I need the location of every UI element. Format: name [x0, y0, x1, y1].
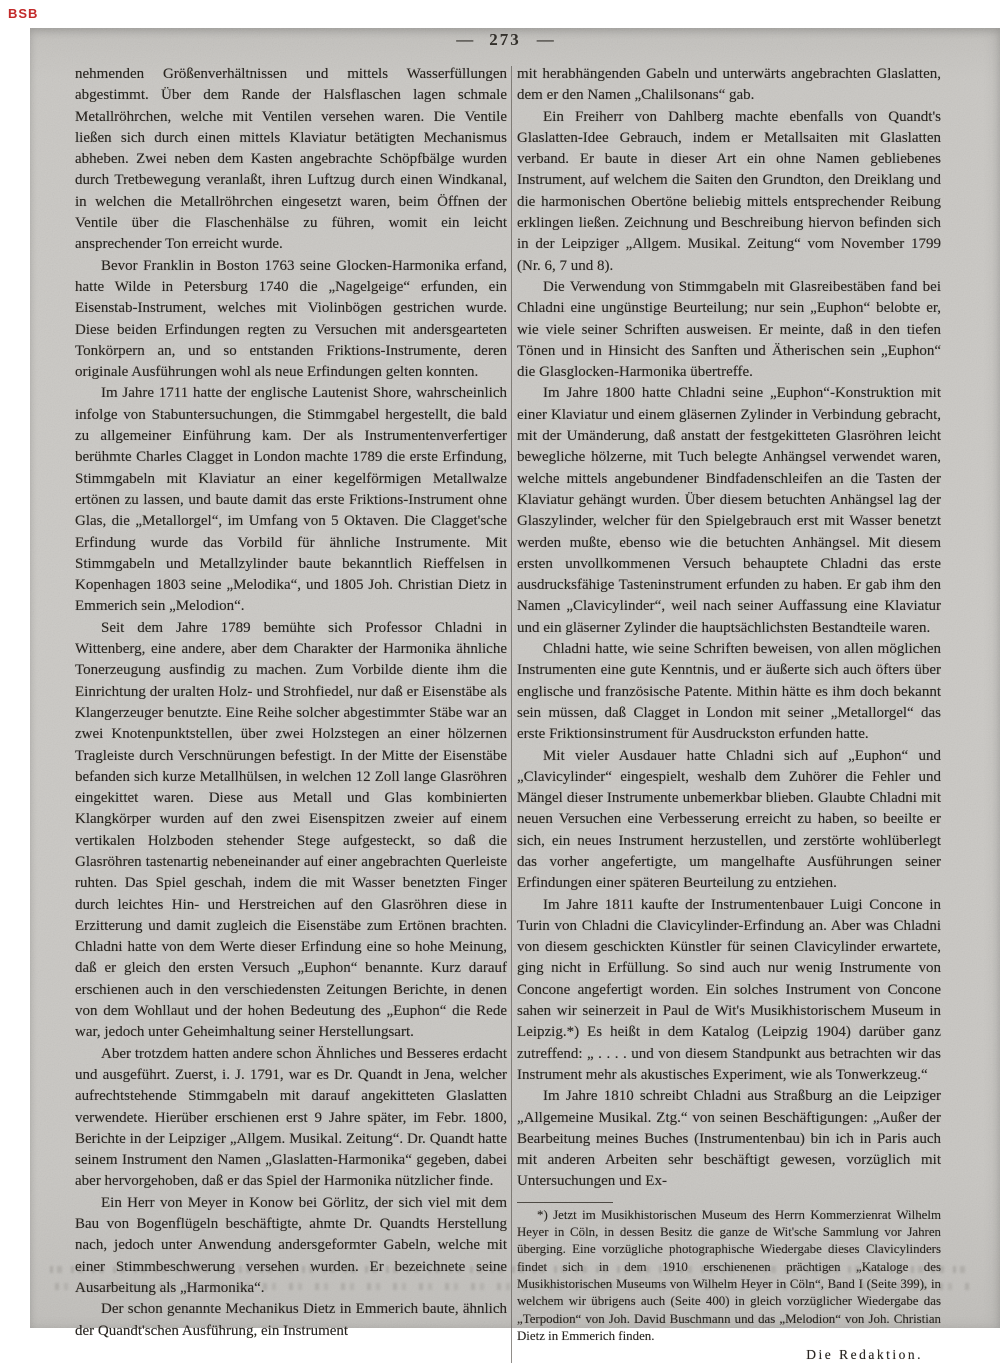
header-dash-left: —	[456, 30, 474, 49]
paragraph: Seit dem Jahre 1789 bemühte sich Professor Chladni in Wittenberg, eine andere, aber dem Charakter der Harmonika ähnliche Tonerzeugung ausfindig zu machen. Zum Vorbilde diente ihm die Einrichtung der uralten Holz- und Strohfiedel, nur daß er Eisenstäbe als Klangerzeuger benutzte. Eine Reihe solcher abgestimmter Stäbe war an zwei Knotenpunktstellen, über zwei Holzstegen an einer hölzernen Tragleiste durch Verschnürungen befestigt. In der Mitte der Eisenstäbe befanden sich kurze Metallhülsen, in welchen 12 Zoll lange Glasröhren eingekittet waren. Diese aus Metall und Glas kombinierten Klangkörper wurden auf den zwei Eisenspitzen zweier auf einem vertikalen Holzboden stehender Stege aufgesteckt, so daß die Glasröhren tastenartig nebeneinander auf einer angebrachten Querleiste ruhten. Das Spiel geschah, indem die mit Wasser benetzten Finger durch leichtes Hin- und Herstreichen auf den Glasröhren diese in Erzitterung und damit zugleich die Eisenstäbe zum Ertönen brachten. Chladni hatte von dem Werte dieser Erfindung eine so hohe Meinung, daß er gleich den ersten Versuch „Euphon“ benannte. Kurz darauf erschienen auch in den verschiedensten Zeitungen Berichte, in denen von dem Wohllaut und der hohen Bedeutung des „Euphon“ die Rede war, jedoch unter Geheimhaltung seiner Herstellungsart.	[75, 619, 507, 1041]
library-watermark: BSB	[8, 6, 39, 21]
right-column	[517, 64, 941, 1363]
left-column	[75, 64, 507, 1363]
paragraph: Aber trotzdem hatten andere schon Ähnliches und Besseres erdacht und ausgeführt. Zuerst, i. J. 1791, war es Dr. Quandt in Jena, welcher aufrechtstehende Stimmgabeln mit darauf angekitteten Glaslatten verwendete. Hierüber erschienen erst 9 Jahre später, im Febr. 1800, Berichte in der Leipziger „Allgem. Musikal. Zeitung“. Dr. Quandt hatte seinem Instrument den Namen „Glaslatten-Harmonika“ gegeben, dabei aber hervorgehoben, daß er das Spiel der Harmonika nützlicher finde.	[75, 1045, 507, 1190]
paragraph: Bevor Franklin in Boston 1763 seine Glocken-Harmonika erfand, hatte Wilde in Petersburg 1740 die „Nagelgeige“ erfunden, ein Eisenstab-Instrument, welches mit Violinbögen gestrichen wurde. Diese beiden Erfindungen regten zu Versuchen mit andersgearteten Tonkörpern an, und so entstanden Friktions-Instrumente, deren originale Ausführungen wohl als neue Erfindungen gelten konnten.	[75, 257, 507, 381]
header-dash-right: —	[536, 30, 554, 49]
paragraph: Ein Freiherr von Dahlberg machte ebenfalls von Quandt's Glaslatten-Idee Gebrauch, indem er Metallsaiten mit Glaslatten verband. Er baute in dieser Art ein ohne Namen gebliebenes Instrument, auf welchem die Saiten den Grundton, den Dreiklang und die harmonischen Obertöne beliebig mittels entsprechender Reibung erklingen ließen. Zeichnung und Beschreibung hiervon befinden sich in der Leipziger „Allgem. Musikal. Zeitung“ vom November 1799 (Nr. 6, 7 und 8).	[517, 108, 941, 274]
text-columns	[75, 64, 967, 1363]
paragraph: Ein Herr von Meyer in Konow bei Görlitz, der sich viel mit dem Bau von Bogenflügeln beschäftigte, ahmte Dr. Quandts Herstellung nach, jedoch unter Anwendung andersgeformter Gabeln, welche mit einer Stimmbeschwerung versehen wurden. Er bezeichnete seine Ausarbeitung als „Harmonika“.	[75, 1194, 507, 1296]
paragraph: Mit vieler Ausdauer hatte Chladni sich auf „Euphon“ und „Clavicylinder“ eingespielt, weshalb dem Zuhörer die Fehler und Mängel dieser Instrumente unbemerkbar blieben. Glaubte Chladni mit neuen Versuchen eine Verbesserung erreicht zu haben, so beeilte er sich, ein neues Instrument herzustellen, und zerstörte wohlüberlegt das vorher angefertigte, um mangelhafte Ausführungen seiner Erfindungen einer späteren Beurteilung zu entziehen.	[517, 747, 941, 892]
paragraph: Im Jahre 1810 schreibt Chladni aus Straßburg an die Leipziger „Allgemeine Musikal. Ztg.“ von seinen Beschäftigungen: „Außer der Bearbeitung meines Buches (Instrumentenbau) bin ich in Paris auch mit anderen Arbeiten sehr beschäftigt gewesen, vorzüglich mit Untersuchungen und Ex-	[517, 1088, 941, 1190]
paragraph: Im Jahre 1800 hatte Chladni seine „Euphon“-Konstruktion mit einer Klaviatur und einem gläsernen Zylinder in Verbindung gebracht, mit der Umänderung, daß anstatt der festgekitteten Glasröhren leicht bewegliche hölzerne, mit Tuch belegte Anhängsel verwendet waren, welche mittels angebundener Bindfadenschleifen an die Tasten der Klaviatur gehängt wurden. Über diesem betuchten Anhängsel lag der Glaszylinder, welcher für den Spielgebrauch erst mit Wasser benetzt werden mußte, ebenso wie die betuchten Anhängsel. Mit diesem ersten unvollkommenen Versuch behauptete Chladni das erste ausdrucksfähige Tasteninstrument erfunden zu haben. Er gab ihm den Namen „Clavicylinder“, weil nach seiner Auffassung eine Klaviatur und ein gläserner Zylinder die hauptsächlichsten Bestandteile waren.	[517, 385, 941, 636]
paragraph: Die Verwendung von Stimmgabeln mit Glasreibestäben fand bei Chladni eine ungünstige Beurteilung; nur sein „Euphon“ belobte er, wie viele seiner Schriften ausweisen. Er meinte, daß in den tiefen Tönen und in Hinsicht des Sanften und Ätherischen sein „Euphon“ die Glasglocken-Harmonika übertreffe.	[517, 278, 941, 381]
page-number: 273	[489, 30, 521, 49]
paragraph: mit herabhängenden Gabeln und unterwärts angebrachten Glaslatten, dem er den Namen „Chalilsonans“ gab.	[517, 66, 941, 104]
paragraph: Chladni hatte, wie seine Schriften beweisen, von allen möglichen Instrumenten eine gute Kenntnis, und er äußerte sich auch öfters über englische und französische Patente. Mithin hätte es ihm doch bekannt sein müssen, daß Clagget in London mit seiner „Metallorgel“ das erste Friktionsinstrument für Ausdruckston erfunden hatte.	[517, 641, 941, 743]
column-divider-rule	[511, 66, 512, 1363]
scanned-page	[30, 28, 1000, 1363]
footnote: *) Jetzt im Musikhistorischen Museum des Herrn Kommerzienrat Wilhelm Heyer in Cöln, in dessen Besitz die ganze de Wit'sche Sammlung vor Jahren überging. Eine vorzügliche photographische Wiedergabe dieses Clavicylinders findet sich in dem 1910 erschienenen prächtigen „Kataloge des Musikhistorischen Museums von Wilhelm Heyer in Cöln“, Band I (Seite 399), in welchem wir übrigens auch (Seite 400) in gleich vorzüglicher Wiedergabe das „Terpodion“ von Joh. David Buschmann und das „Melodion“ von Joh. Christian Dietz in Emmerich finden.	[517, 1207, 941, 1343]
paragraph: nehmenden Größenverhältnissen und mittels Wasserfüllungen abgestimmt. Über dem Rande der Halsflaschen lagen schmale Metallröhrchen, welche mit Ventilen versehen waren. Die Ventile ließen sich durch einen mittels Klaviatur betätigten Mechanismus abheben. Zwei neben dem Kasten angebrachte Schöpfbälge wurden durch Tretbewegung veranlaßt, ihren Luftzug durch einen Windkanal, in welchen die Metallröhrchen eingesetzt waren, beim Öffnen der Ventile über die Flaschenhälse zu führen, womit ein leicht ansprechender Ton erreicht wurde.	[75, 66, 507, 253]
paragraph: Im Jahre 1711 hatte der englische Lautenist Shore, wahrscheinlich infolge von Stabuntersuchungen, die Stimmgabel hergestellt, die bald zu allgemeiner Einführung kam. Der als Instrumentenverfertiger berühmte Charles Clagget in London machte 1789 die erste Erfindung, Stimmgabeln mit Klaviatur an einer kegelförmigen Metallwalze ertönen zu lassen, und baute damit das erste Friktions-Instrument ohne Glas, die „Metallorgel“, im Umfang von 5 Oktaven. Die Clagget'sche Erfindung wurde das Vorbild für ähnliche Instrumente. Mit Stimmgabeln und Metallzylinder baute bekanntlich Rieffelsen in Kopenhagen 1803 seine „Melodika“, und 1805 Joh. Christian Dietz in Emmerich sein „Melodion“.	[75, 385, 507, 615]
footnote-divider-rule	[517, 1202, 613, 1203]
footnote-signature: Die Redaktion.	[806, 1347, 923, 1363]
page-header	[405, 30, 605, 50]
paragraph: Der schon genannte Mechanikus Dietz in Emmerich baute, ähnlich der Quandt'schen Ausführung, ein Instrument	[75, 1301, 507, 1339]
paragraph: Im Jahre 1811 kaufte der Instrumentenbauer Luigi Concone in Turin von Chladni die Clavicylinder-Erfindung an. Aber was Chladni von diesem geschickten Künstler für seinen Clavicylinder erwartete, ging nicht in Erfüllung. So sind auch nur wenig Instrumente von Concone angefertigt worden. Ein solches Instrument von Concone sahen wir seinerzeit in Paul de Wit's Musikhistorischem Museum in Leipzig.*) Es heißt in dem Katalog (Leipzig 1904) darüber ganz zutreffend: „ . . . . und von diesem Standpunkt aus betrachten wir das Instrument mehr als akustisches Experiment, wie als Tonwerkzeug.“	[517, 896, 941, 1083]
